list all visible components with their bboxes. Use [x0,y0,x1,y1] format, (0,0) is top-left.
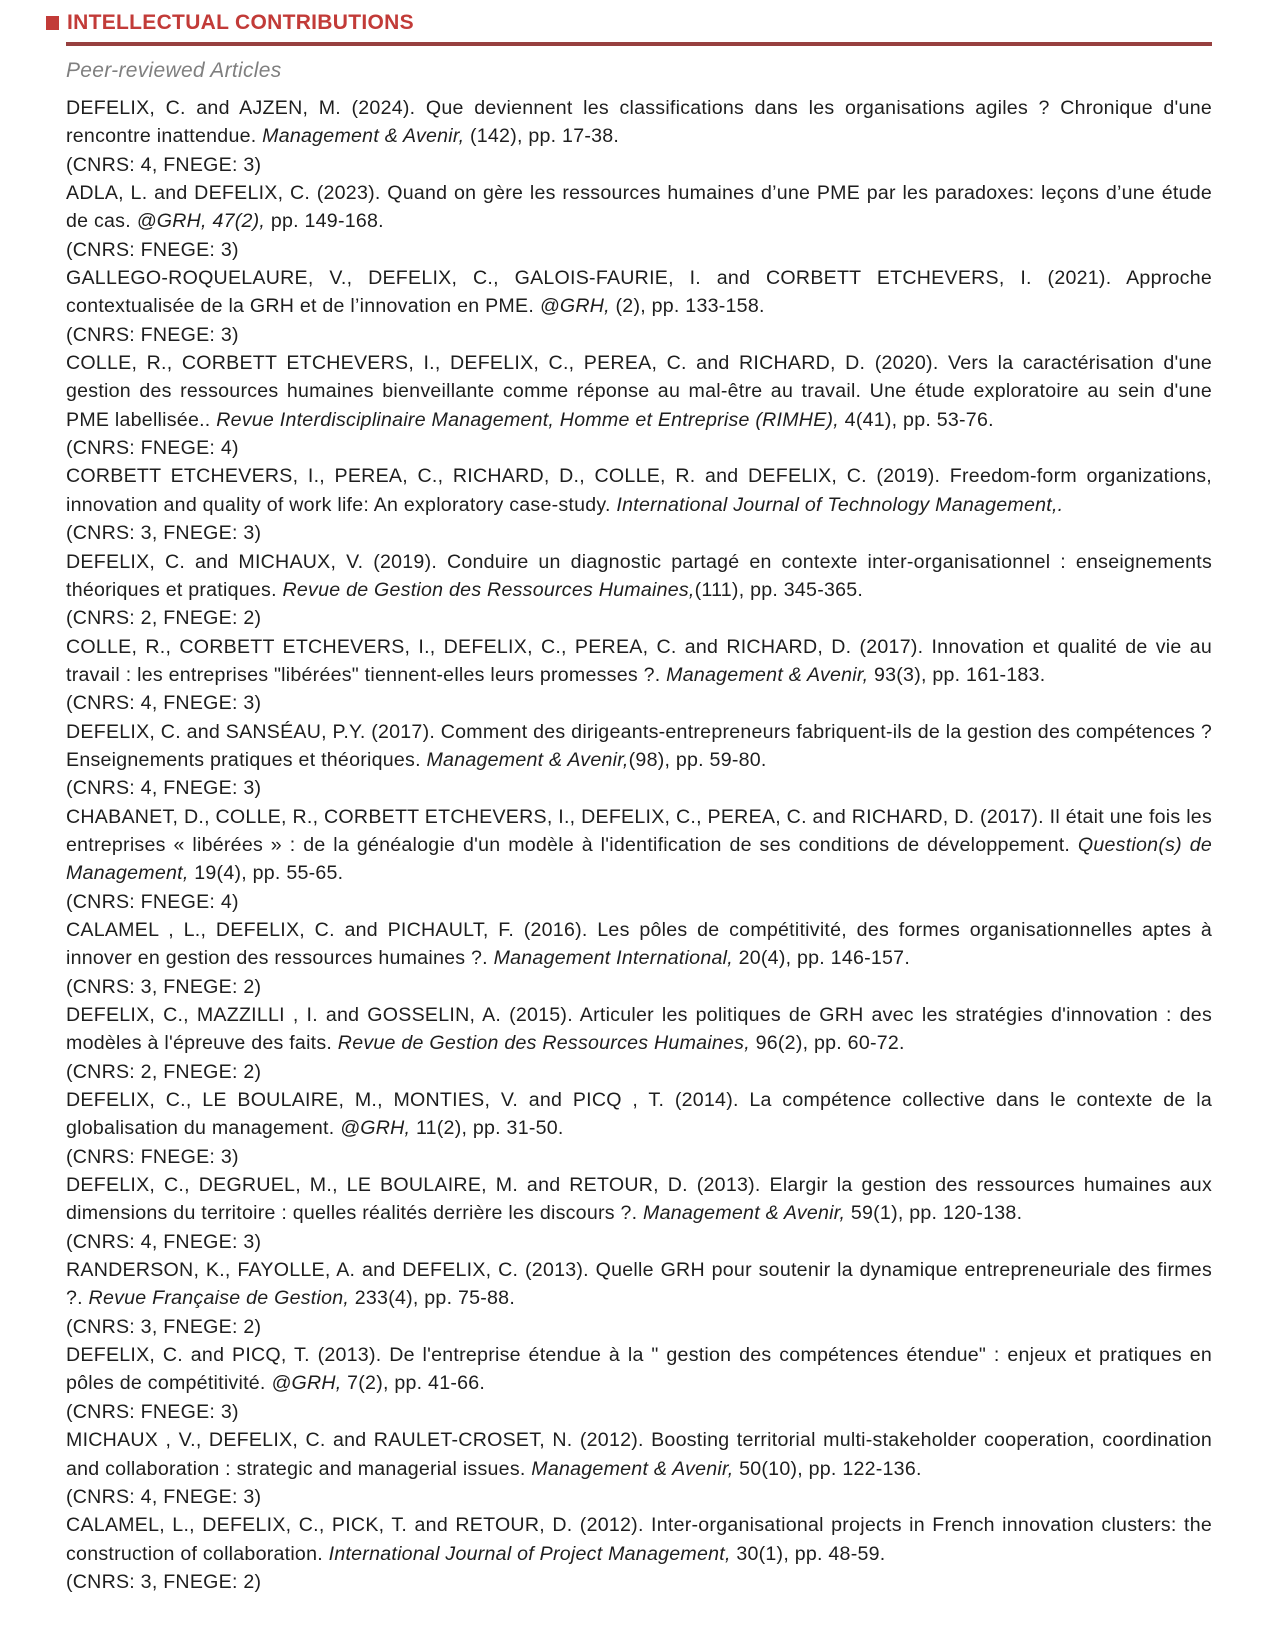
citation-segment: COLLE, R., CORBETT ETCHEVERS, I., DEFELIX, C., PEREA, C. and RICHARD, D. (2017). Innovation et qualité de vie au travail : les entreprises "libérées" tiennent-elles leurs promesses ?. [66,635,1212,686]
journal-name: @GRH, 47(2), [136,210,266,233]
citation-rating: (CNRS: 4, FNEGE: 3) [66,153,262,176]
citation-text [66,718,1212,775]
citation-text [66,1001,1212,1058]
journal-name: Management & Avenir, [666,663,869,686]
citation-text [66,94,1212,151]
citation-text [66,349,1212,434]
journal-name: Management & Avenir, [531,1457,734,1480]
journal-name: International Journal of Technology Management,. [616,493,1064,516]
journal-name: Revue Interdisciplinaire Management, Homme et Entreprise (RIMHE), [216,408,839,431]
citation-segment: GALLEGO-ROQUELAURE, V., DEFELIX, C., GALOIS-FAURIE, I. and CORBETT ETCHEVERS, I. (2021). Approche contextualisée de la GRH et de l’innovation en PME. [66,267,1212,318]
journal-name: Revue de Gestion des Ressources Humaines, [337,1032,750,1055]
citation-text [66,1426,1212,1483]
citation-segment: 7(2), pp. 41-66. [341,1372,486,1395]
citation-rating: (CNRS: 4, FNEGE: 3) [66,777,262,800]
journal-name: @GRH, [271,1372,342,1395]
citation-segment: 4(41), pp. 53-76. [838,408,994,431]
citation-segment: DEFELIX, C. and PICQ, T. (2013). De l'entreprise étendue à la " gestion des compétences étendue" : enjeux et pratiques en pôles de compétitivité. [66,1344,1212,1395]
citation-rating: (CNRS: FNEGE: 3) [66,1145,239,1168]
citation-rating: (CNRS: 2, FNEGE: 2) [66,1060,262,1083]
journal-name: Question(s) de Management, [66,833,1212,885]
citation-segment: CALAMEL, L., DEFELIX, C., PICK, T. and RETOUR, D. (2012). Inter-organisational projects in French innovation clusters: the construction of collaboration. [66,1514,1212,1565]
citation-segment: DEFELIX, C. and MICHAUX, V. (2019). Conduire un diagnostic partagé en contexte inter-organisationnel : enseignements théoriques et pratiques. [66,550,1212,601]
journal-name: Management & Avenir, [262,125,465,148]
citation-segment: 96(2), pp. 60-72. [749,1032,905,1055]
citation-segment: DEFELIX, C., MAZZILLI , I. and GOSSELIN, A. (2015). Articuler les politiques de GRH avec les stratégies d'innovation : des modèles à l'épreuve des faits. [66,1004,1212,1055]
citation-text [66,548,1212,605]
citation-rating: (CNRS: 4, FNEGE: 3) [66,692,262,715]
citation-rating: (CNRS: FNEGE: 4) [66,437,239,460]
citation-rating: (CNRS: FNEGE: 3) [66,238,239,261]
journal-name: Management & Avenir, [426,748,629,771]
journal-name: International Journal of Project Management, [328,1542,731,1565]
citation-segment: (2), pp. 133-158. [609,295,765,318]
citation-segment: 93(3), pp. 161-183. [868,663,1046,686]
citation-segment: 11(2), pp. 31-50. [410,1117,564,1140]
citation-text [66,1511,1212,1568]
citation-segment: (142), pp. 17-38. [464,125,620,148]
section-title: INTELLECTUAL CONTRIBUTIONS [67,11,414,34]
citation-segment: pp. 149-168. [265,210,384,233]
citation-segment: 59(1), pp. 120-138. [845,1202,1023,1225]
citation-segment: (98), pp. 59-80. [628,748,767,771]
citation-text [66,462,1212,519]
citation-segment: 19(4), pp. 55-65. [188,862,344,885]
header-rule [66,42,1212,46]
citation-text [66,633,1212,690]
citation-segment: 233(4), pp. 75-88. [349,1287,516,1310]
citation-segment: 50(10), pp. 122-136. [733,1457,922,1480]
citation-segment: DEFELIX, C. and AJZEN, M. (2024). Que deviennent les classifications dans les organisations agiles ? Chronique d'une rencontre inattendue. [66,97,1212,148]
citation-text [66,1341,1212,1398]
citation-text [66,264,1212,321]
citation-segment: CALAMEL , L., DEFELIX, C. and PICHAULT, F. (2016). Les pôles de compétitivité, des formes organisationnelles aptes à innover en gestion des ressources humaines ?. [66,918,1212,970]
journal-name: @GRH, [539,295,610,318]
journal-name: Management International, [493,947,733,970]
journal-name: Management & Avenir, [643,1202,846,1225]
citation-segment: RANDERSON, K., FAYOLLE, A. and DEFELIX, C. (2013). Quelle GRH pour soutenir la dynamique entrepreneuriale des firmes ?. [66,1259,1212,1310]
citation-segment: DEFELIX, C., LE BOULAIRE, M., MONTIES, V. and PICQ , T. (2014). La compétence collective dans le contexte de la globalisation du management. [66,1089,1212,1140]
subsection-title: Peer-reviewed Articles [66,59,282,82]
citation-text [66,1086,1212,1143]
citation-segment: DEFELIX, C. and SANSÉAU, P.Y. (2017). Comment des dirigeants-entrepreneurs fabriquent-ils de la gestion des compétences ? Enseignements pratiques et théoriques. [66,720,1212,771]
citation-segment: 30(1), pp. 48-59. [730,1542,886,1565]
citation-segment: COLLE, R., CORBETT ETCHEVERS, I., DEFELIX, C., PEREA, C. and RICHARD, D. (2020). Vers la caractérisation d'une gestion des ressources humaines bienveillante comme réponse au mal-être au travail. Une étude exploratoire au sein d'une PME labellisée.. [66,352,1212,431]
citation-rating: (CNRS: FNEGE: 4) [66,890,239,913]
citation-text [66,1171,1212,1228]
citation-rating: (CNRS: 2, FNEGE: 2) [66,607,262,630]
citation-segment: DEFELIX, C., DEGRUEL, M., LE BOULAIRE, M. and RETOUR, D. (2013). Elargir la gestion des ressources humaines aux dimensions du territoire : quelles réalités derrière les discours ?. [66,1174,1212,1225]
citation-rating: (CNRS: FNEGE: 3) [66,1400,239,1423]
citation-segment: MICHAUX , V., DEFELIX, C. and RAULET-CROSET, N. (2012). Boosting territorial multi-stakeholder cooperation, coordination and collaboration : strategic and managerial issues. [66,1429,1212,1480]
citation-text [66,179,1212,236]
citation-segment: CORBETT ETCHEVERS, I., PEREA, C., RICHARD, D., COLLE, R. and DEFELIX, C. (2019). Freedom-form organizations, innovation and quality of work life: An exploratory case-study. [66,465,1212,516]
citation-segment: CHABANET, D., COLLE, R., CORBETT ETCHEVERS, I., DEFELIX, C., PEREA, C. and RICHARD, D. (2017). Il était une fois les entreprises « libérées » : de la généalogie d'un modèle à l'identification de ses conditions de développement. [66,805,1212,856]
citation-segment: 20(4), pp. 146-157. [732,947,911,970]
citation-rating: (CNRS: 4, FNEGE: 3) [66,1485,262,1508]
citation-rating: (CNRS: 3, FNEGE: 2) [66,975,262,998]
citation-text [66,803,1212,888]
citation-segment: ADLA, L. and DEFELIX, C. (2023). Quand on gère les ressources humaines d’une PME par les paradoxes: leçons d’une étude de cas. [66,182,1212,233]
articles-list [66,94,1212,1596]
journal-name: Revue de Gestion des Ressources Humaines, [282,578,695,601]
citation-segment: (111), pp. 345-365. [694,578,864,601]
citation-rating: (CNRS: 3, FNEGE: 2) [66,1570,262,1593]
citation-rating: (CNRS: FNEGE: 3) [66,323,239,346]
citation-rating: (CNRS: 3, FNEGE: 2) [66,1315,262,1338]
journal-name: Revue Française de Gestion, [88,1287,350,1310]
section-bullet-icon [46,16,59,30]
citation-text [66,916,1212,973]
section-header [46,11,1212,35]
citation-rating: (CNRS: 4, FNEGE: 3) [66,1230,262,1253]
citation-rating: (CNRS: 3, FNEGE: 3) [66,522,262,545]
citation-text [66,1256,1212,1313]
journal-name: @GRH, [340,1117,411,1140]
